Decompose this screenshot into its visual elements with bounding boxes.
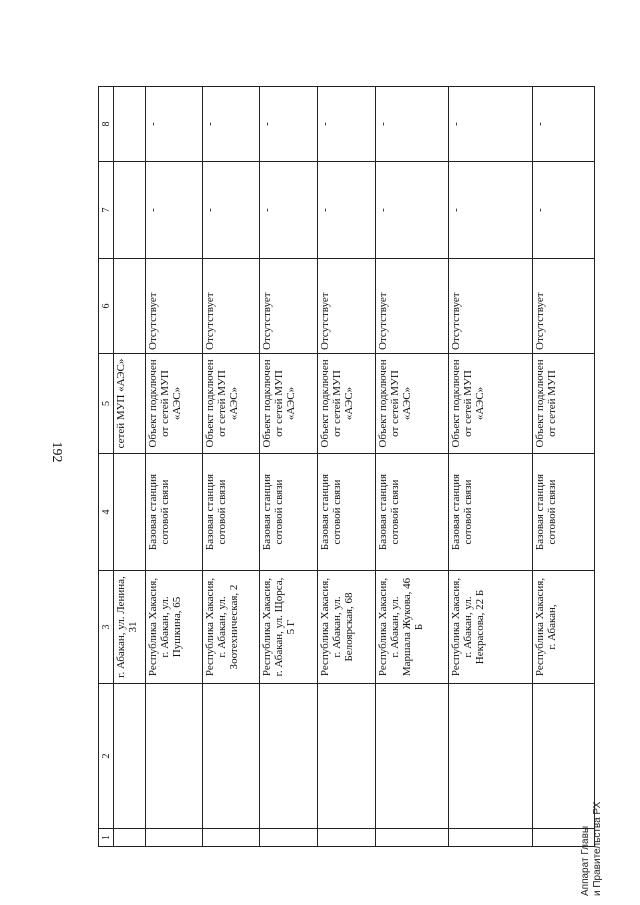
cell-c3: Республика Хакасия, г. Абакан, [533, 571, 595, 684]
cell-c5: Объект подключен от сетей МУП «АЭС» [449, 354, 533, 454]
table-row [146, 87, 203, 847]
header-cell: 2 [99, 684, 114, 829]
cell-c5: сетей МУП «АЭС» [114, 354, 146, 454]
cell-c4: Базовая станция сотовой связи [203, 454, 260, 571]
cell-c5: Объект подключен от сетей МУП «АЭС» [376, 354, 449, 454]
cell-c8: - [376, 87, 449, 162]
table-row [203, 87, 260, 847]
table-row [318, 87, 376, 847]
cell-c2 [533, 684, 595, 829]
cell-c7: - [146, 162, 203, 259]
table-body [99, 87, 595, 847]
cell-c8: - [318, 87, 376, 162]
cell-c8: - [449, 87, 533, 162]
cell-c6: Отсутствует [146, 259, 203, 354]
cell-c5: Объект подключен от сетей МУП «АЭС» [260, 354, 318, 454]
cell-c4: Базовая станция сотовой связи [376, 454, 449, 571]
table-row [449, 87, 533, 847]
cell-c6: Отсутствует [203, 259, 260, 354]
cell-c2 [376, 684, 449, 829]
cell-c7: - [533, 162, 595, 259]
table-row [376, 87, 449, 847]
cell-c3: Республика Хакасия, г. Абакан, ул. Зоотехническая, 2 [203, 571, 260, 684]
cell-c2 [114, 684, 146, 829]
cell-c7 [114, 162, 146, 259]
cell-c6: Отсутствует [449, 259, 533, 354]
cell-c8: - [260, 87, 318, 162]
cell-c3: Республика Хакасия, г. Абакан, ул. Пушкина, 65 [146, 571, 203, 684]
rotated-table-area [98, 87, 593, 847]
cell-c5: Объект подключен от сетей МУП «АЭС» [146, 354, 203, 454]
cell-c2 [146, 684, 203, 829]
cell-c4: Базовая станция сотовой связи [449, 454, 533, 571]
header-cell: 8 [99, 87, 114, 162]
header-cell: 1 [99, 829, 114, 847]
cell-c4: Базовая станция сотовой связи [146, 454, 203, 571]
cell-c2 [318, 684, 376, 829]
header-cell: 5 [99, 354, 114, 454]
cell-c8 [114, 87, 146, 162]
cell-c8: - [203, 87, 260, 162]
cell-c7: - [203, 162, 260, 259]
cell-c4: Базовая станция сотовой связи [260, 454, 318, 571]
table-row [114, 87, 146, 847]
cell-c1 [203, 829, 260, 847]
cell-c1 [146, 829, 203, 847]
cell-c3: Республика Хакасия, г. Абакан, ул. Щорса, 5 Г [260, 571, 318, 684]
table-wrapper [98, 87, 593, 847]
cell-c1 [114, 829, 146, 847]
cell-c6: Отсутствует [260, 259, 318, 354]
cell-c8: - [533, 87, 595, 162]
stamp-line-2: и Правительства РХ [591, 801, 603, 896]
data-table [98, 86, 595, 847]
cell-c5: Объект подключен от сетей МУП [533, 354, 595, 454]
cell-c6: Отсутствует [533, 259, 595, 354]
cell-c6: Отсутствует [318, 259, 376, 354]
cell-c3: Республика Хакасия, г. Абакан, ул. Маршала Жукова, 46 Б [376, 571, 449, 684]
cell-c4: Базовая станция сотовой связи [533, 454, 595, 571]
cell-c1 [260, 829, 318, 847]
cell-c2 [203, 684, 260, 829]
cell-c1 [318, 829, 376, 847]
cell-c3: Республика Хакасия, г. Абакан, ул. Некрасова, 22 Б [449, 571, 533, 684]
cell-c6 [114, 259, 146, 354]
header-cell: 7 [99, 162, 114, 259]
header-cell: 6 [99, 259, 114, 354]
cell-c5: Объект подключен от сетей МУП «АЭС» [203, 354, 260, 454]
header-row [99, 87, 114, 847]
cell-c7: - [449, 162, 533, 259]
cell-c4 [114, 454, 146, 571]
cell-c1 [376, 829, 449, 847]
cell-c8: - [146, 87, 203, 162]
cell-c5: Объект подключен от сетей МУП «АЭС» [318, 354, 376, 454]
cell-c3: г. Абакан, ул. Ленина, 31 [114, 571, 146, 684]
cell-c2 [449, 684, 533, 829]
cell-c2 [260, 684, 318, 829]
table-row [260, 87, 318, 847]
header-cell: 3 [99, 571, 114, 684]
cell-c1 [449, 829, 533, 847]
cell-c1 [533, 829, 595, 847]
cell-c6: Отсутствует [376, 259, 449, 354]
cell-c3: Республика Хакасия, г. Абакан, ул. Белоярская, 68 [318, 571, 376, 684]
cell-c7: - [318, 162, 376, 259]
page-number: 192 [49, 441, 64, 463]
header-cell: 4 [99, 454, 114, 571]
table-row [533, 87, 595, 847]
stamp-line-1: Аппарат Главы [580, 825, 591, 896]
cell-c7: - [376, 162, 449, 259]
cell-c7: - [260, 162, 318, 259]
cell-c4: Базовая станция сотовой связи [318, 454, 376, 571]
